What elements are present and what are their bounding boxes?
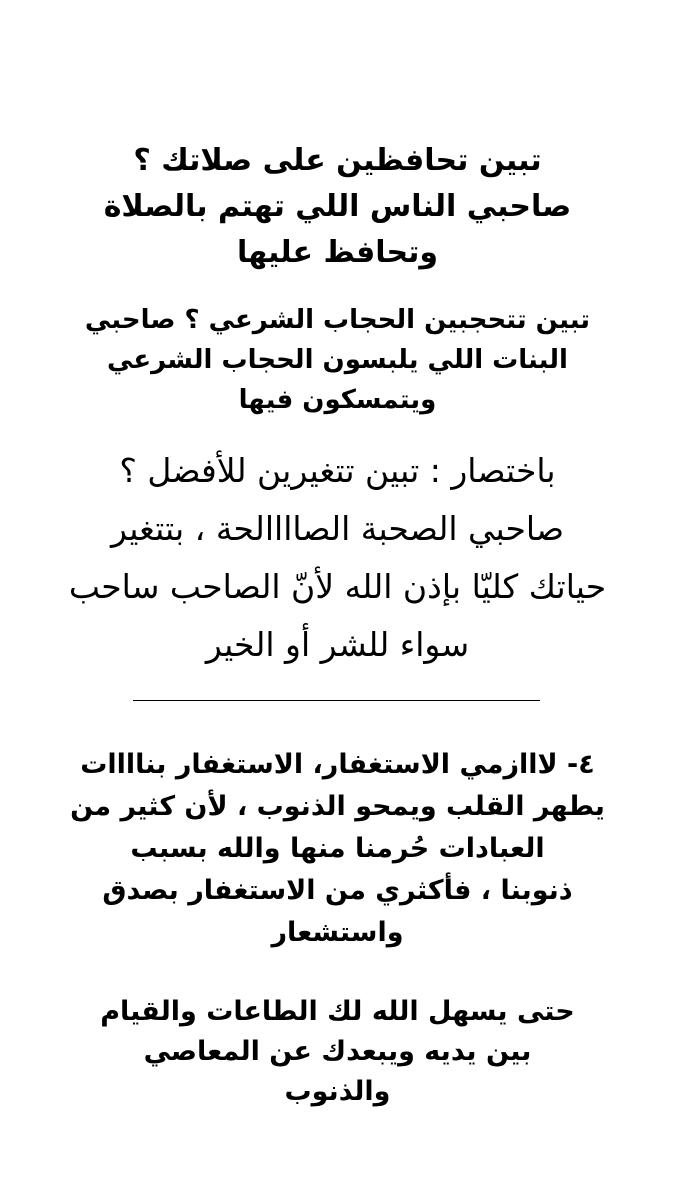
text-line: بين يديه ويبعدك عن المعاصي	[143, 1036, 532, 1067]
paragraph-hijab	[40, 300, 635, 420]
text-line: والذنوب	[284, 1076, 391, 1107]
paragraph-closing	[40, 992, 635, 1112]
divider-line	[133, 700, 540, 701]
text-line: ذنوبنا ، فأكثري من الاستغفار بصدق	[102, 875, 573, 906]
text-line: حتى يسهل الله لك الطاعات والقيام	[100, 996, 575, 1027]
text-line: وتحافظ عليها	[236, 235, 439, 270]
text-line: باختصار : تبين تتغيرين للأفضل ؟	[119, 451, 556, 490]
text-line: ويتمسكون فيها	[238, 385, 437, 415]
text-line: البنات اللي يلبسون الحجاب الشرعي	[107, 345, 568, 375]
paragraph-istighfar	[40, 744, 635, 954]
text-line: واستشعار	[271, 917, 404, 948]
text-line: تبين تحافظين على صلاتك ؟	[133, 143, 542, 178]
text-line: سواء للشر أو الخير	[205, 625, 470, 664]
text-line: تبين تتحجبين الحجاب الشرعي ؟ صاحبي	[84, 305, 591, 335]
text-line: يطهر القلب ويمحو الذنوب ، لأن كثير من	[70, 791, 605, 822]
text-line: العبادات حُرمنا منها والله بسبب	[130, 833, 545, 864]
text-line: حياتك كليّا بإذن الله لأنّ الصاحب ساحب	[68, 567, 607, 606]
text-line: صاحبي الناس اللي تهتم بالصلاة	[103, 189, 572, 224]
text-line: ٤- لااازمي الاستغفار، الاستغفار بناااات	[80, 749, 595, 780]
text-line: صاحبي الصحبة الصاااالحة ، بتتغير	[111, 509, 564, 548]
paragraph-summary	[40, 442, 635, 674]
paragraph-prayer	[40, 138, 635, 276]
